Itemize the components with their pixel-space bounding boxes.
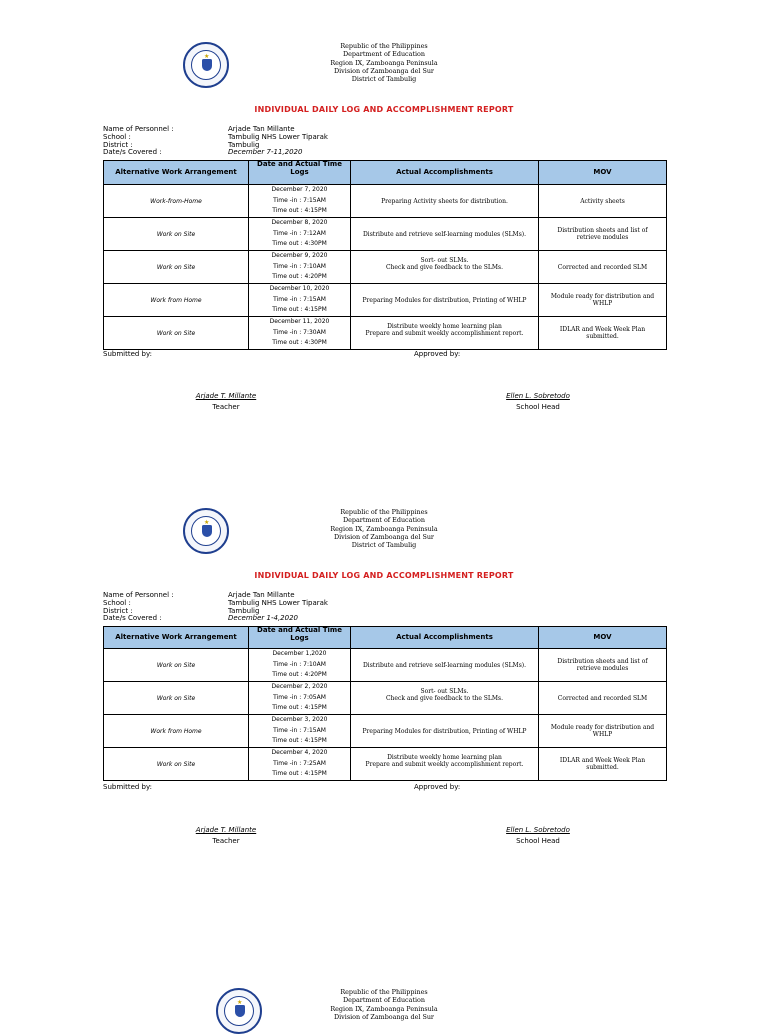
time-log-cell [249,748,351,781]
date-covered: December 1-4,2020 [228,614,298,623]
time-out: Time out : 4:20PM [272,273,327,281]
table-row [104,185,667,218]
accomplishment-line: Distribute and retrieve self-learning modules (SLMs). [362,230,527,238]
mov-cell [539,284,667,317]
accomplishment-cell [351,317,539,350]
accomplishment-line: Preparing Activity sheets for distribution. [381,197,508,205]
log-date: December 4, 2020 [271,749,328,757]
arrangement-cell: Work on Site [104,317,249,350]
head-signature [478,826,598,845]
time-out: Time out : 4:30PM [272,339,327,347]
mov-line: IDLAR and Week Week Plan [559,326,646,333]
accomplishment-cell [351,218,539,251]
label-school: School : [103,598,131,607]
accomplishment-line [351,337,538,344]
table-row [104,748,667,781]
teacher-role: Teacher [212,837,240,845]
arrangement-cell: Work on Site [104,748,249,781]
log-date: December 1,2020 [272,650,327,658]
accomplishment-line [351,768,538,775]
accomplishment-cell [351,284,539,317]
log-date: December 7, 2020 [271,186,328,194]
col-mov: MOV [539,161,667,185]
col-accomplishments: Actual Accomplishments [351,627,539,649]
header-republic: Republic of the Philippines [340,42,428,50]
header-department: Department of Education [342,996,426,1005]
header-department: Department of Education [342,50,426,59]
accomplishment-line: Distribute weekly home learning plan [387,322,502,330]
label-name: Name of Personnel : [103,125,174,133]
mov-line: submitted. [586,764,619,771]
col-accomplishments: Actual Accomplishments [351,161,539,185]
time-out: Time out : 4:15PM [272,306,327,314]
log-date: December 2, 2020 [271,683,328,691]
letterhead [0,508,768,549]
mov-line: Module ready for distribution and [550,293,655,300]
accomplishment-line [351,271,538,278]
personnel-school: Tambulig NHS Lower Tiparak [228,132,328,141]
header-department: Department of Education [342,516,426,525]
time-in: Time -in : 7:12AM [273,229,326,237]
mov-line: Distribution sheets and list of [557,227,648,234]
time-log-cell [249,317,351,350]
time-in: Time -in : 7:15AM [273,196,326,204]
label-date: Date/s Covered : [103,614,162,623]
approved-by-label: Approved by: [414,783,461,791]
mov-line: IDLAR and Week Week Plan [559,757,646,764]
header-region: Region IX, Zamboanga Peninsula [330,58,438,67]
mov-cell [539,649,667,682]
log-date: December 9, 2020 [271,252,328,260]
head-signature [478,392,598,411]
time-in: Time -in : 7:10AM [273,660,326,668]
time-out: Time out : 4:15PM [272,704,327,712]
arrangement-cell: Work from Home [104,715,249,748]
table-row [104,682,667,715]
table-row [104,715,667,748]
head-role: School Head [516,403,560,411]
label-name: Name of Personnel : [103,591,174,599]
head-name: Ellen L. Sobretodo [506,826,570,834]
mov-cell [539,748,667,781]
label-district: District : [103,606,133,615]
personnel-district: Tambulig [228,140,260,149]
time-out: Time out : 4:15PM [272,737,327,745]
mov-line: Activity sheets [580,197,625,205]
mov-line: submitted. [586,333,619,340]
accomplishment-line: Distribute weekly home learning plan [387,753,502,761]
time-in: Time -in : 7:30AM [273,328,326,336]
accomplishment-cell [351,715,539,748]
table-row [104,284,667,317]
letterhead [0,42,768,83]
col-date: Date and Actual Time Logs [249,161,351,185]
accomplishment-line: Preparing Modules for distribution, Printing of WHLP [362,296,527,304]
time-in: Time -in : 7:05AM [273,693,326,701]
personnel-district: Tambulig [228,606,260,615]
col-arrangement: Alternative Work Arrangement [104,627,249,649]
mov-line: Corrected and recorded SLM [557,694,648,702]
time-log-cell [249,251,351,284]
mov-line: WHLP [592,300,613,307]
time-log-cell [249,284,351,317]
accomplishment-line: Prepare and submit weekly accomplishment report. [365,329,524,337]
table-row [104,251,667,284]
teacher-name: Arjade T. Millante [195,826,257,834]
header-region: Region IX, Zamboanga Peninsula [330,524,438,533]
time-log-cell [249,682,351,715]
accomplishment-cell [351,748,539,781]
arrangement-cell: Work from Home [104,284,249,317]
label-date: Date/s Covered : [103,148,162,157]
header-district: District of Tambulig [351,541,417,550]
mov-cell [539,185,667,218]
col-date: Date and Actual Time Logs [249,627,351,649]
mov-cell [539,682,667,715]
accomplishment-line: Distribute and retrieve self-learning modules (SLMs). [362,661,527,669]
accomplishment-line: Prepare and submit weekly accomplishment report. [365,760,524,768]
report-title: INDIVIDUAL DAILY LOG AND ACCOMPLISHMENT REPORT [254,571,514,580]
header-republic: Republic of the Philippines [340,508,428,516]
accomplishment-cell [351,682,539,715]
report-title: INDIVIDUAL DAILY LOG AND ACCOMPLISHMENT REPORT [254,105,514,114]
mov-cell [539,251,667,284]
log-date: December 10, 2020 [269,285,330,293]
time-log-cell [249,649,351,682]
table-row [104,649,667,682]
log-date: December 11, 2020 [269,318,330,326]
mov-cell [539,317,667,350]
arrangement-cell: Work on Site [104,218,249,251]
table-row [104,218,667,251]
arrangement-cell: Work on Site [104,682,249,715]
label-school: School : [103,132,131,141]
header-republic: Republic of the Philippines [340,988,428,996]
table-row [104,317,667,350]
arrangement-cell: Work-from-Home [104,185,249,218]
time-log-cell [249,185,351,218]
accomplishment-line: Sort- out SLMs. [420,256,469,264]
approved-by-label: Approved by: [414,350,461,358]
time-in: Time -in : 7:10AM [273,262,326,270]
time-out: Time out : 4:20PM [272,671,327,679]
mov-line: Distribution sheets and list of [557,658,648,665]
personnel-info [103,592,328,623]
time-out: Time out : 4:30PM [272,240,327,248]
mov-line: Module ready for distribution and [550,724,655,731]
deped-seal-icon: ★ [216,988,262,1034]
accomplishment-line: Check and give feedback to the SLMs. [385,694,504,702]
date-covered: December 7-11,2020 [228,148,303,157]
deped-seal-icon: ★ [183,508,229,554]
deped-seal-icon: ★ [183,42,229,88]
head-name: Ellen L. Sobretodo [506,392,570,400]
accomplishment-line: Sort- out SLMs. [420,687,469,695]
teacher-name: Arjade T. Millante [195,392,257,400]
mov-line: Corrected and recorded SLM [557,263,648,271]
time-out: Time out : 4:15PM [272,207,327,215]
header-district: District of Tambulig [351,75,417,84]
log-date: December 8, 2020 [271,219,328,227]
head-role: School Head [516,837,560,845]
arrangement-cell: Work on Site [104,251,249,284]
time-in: Time -in : 7:15AM [273,726,326,734]
log-date: December 3, 2020 [271,716,328,724]
log-table [103,160,667,350]
personnel-name: Arjade Tan Millante [228,591,295,599]
personnel-school: Tambulig NHS Lower Tiparak [228,598,328,607]
log-table [103,626,667,781]
time-log-cell [249,218,351,251]
accomplishment-cell [351,251,539,284]
personnel-info [103,126,328,157]
personnel-name: Arjade Tan Millante [228,125,295,133]
header-division: Division of Zamboanga del Sur [334,532,434,541]
col-mov: MOV [539,627,667,649]
col-arrangement: Alternative Work Arrangement [104,161,249,185]
time-in: Time -in : 7:25AM [273,759,326,767]
header-division: Division of Zamboanga del Sur [334,1012,434,1021]
mov-line: WHLP [592,731,613,738]
header-region: Region IX, Zamboanga Peninsula [330,1004,438,1013]
submitted-by-label: Submitted by: [103,783,152,791]
time-in: Time -in : 7:15AM [273,295,326,303]
teacher-signature [166,392,286,411]
time-out: Time out : 4:15PM [272,770,327,778]
accomplishment-cell [351,649,539,682]
accomplishment-line: Preparing Modules for distribution, Printing of WHLP [362,727,527,735]
accomplishment-cell [351,185,539,218]
mov-cell [539,715,667,748]
teacher-role: Teacher [212,403,240,411]
letterhead [0,988,768,1021]
time-log-cell [249,715,351,748]
accomplishment-line: Check and give feedback to the SLMs. [385,263,504,271]
label-district: District : [103,140,133,149]
accomplishment-line [351,702,538,709]
submitted-by-label: Submitted by: [103,350,152,358]
arrangement-cell: Work on Site [104,649,249,682]
header-division: Division of Zamboanga del Sur [334,66,434,75]
mov-line: retrieve modules [576,665,629,672]
mov-cell [539,218,667,251]
teacher-signature [166,826,286,845]
mov-line: retrieve modules [576,234,629,241]
